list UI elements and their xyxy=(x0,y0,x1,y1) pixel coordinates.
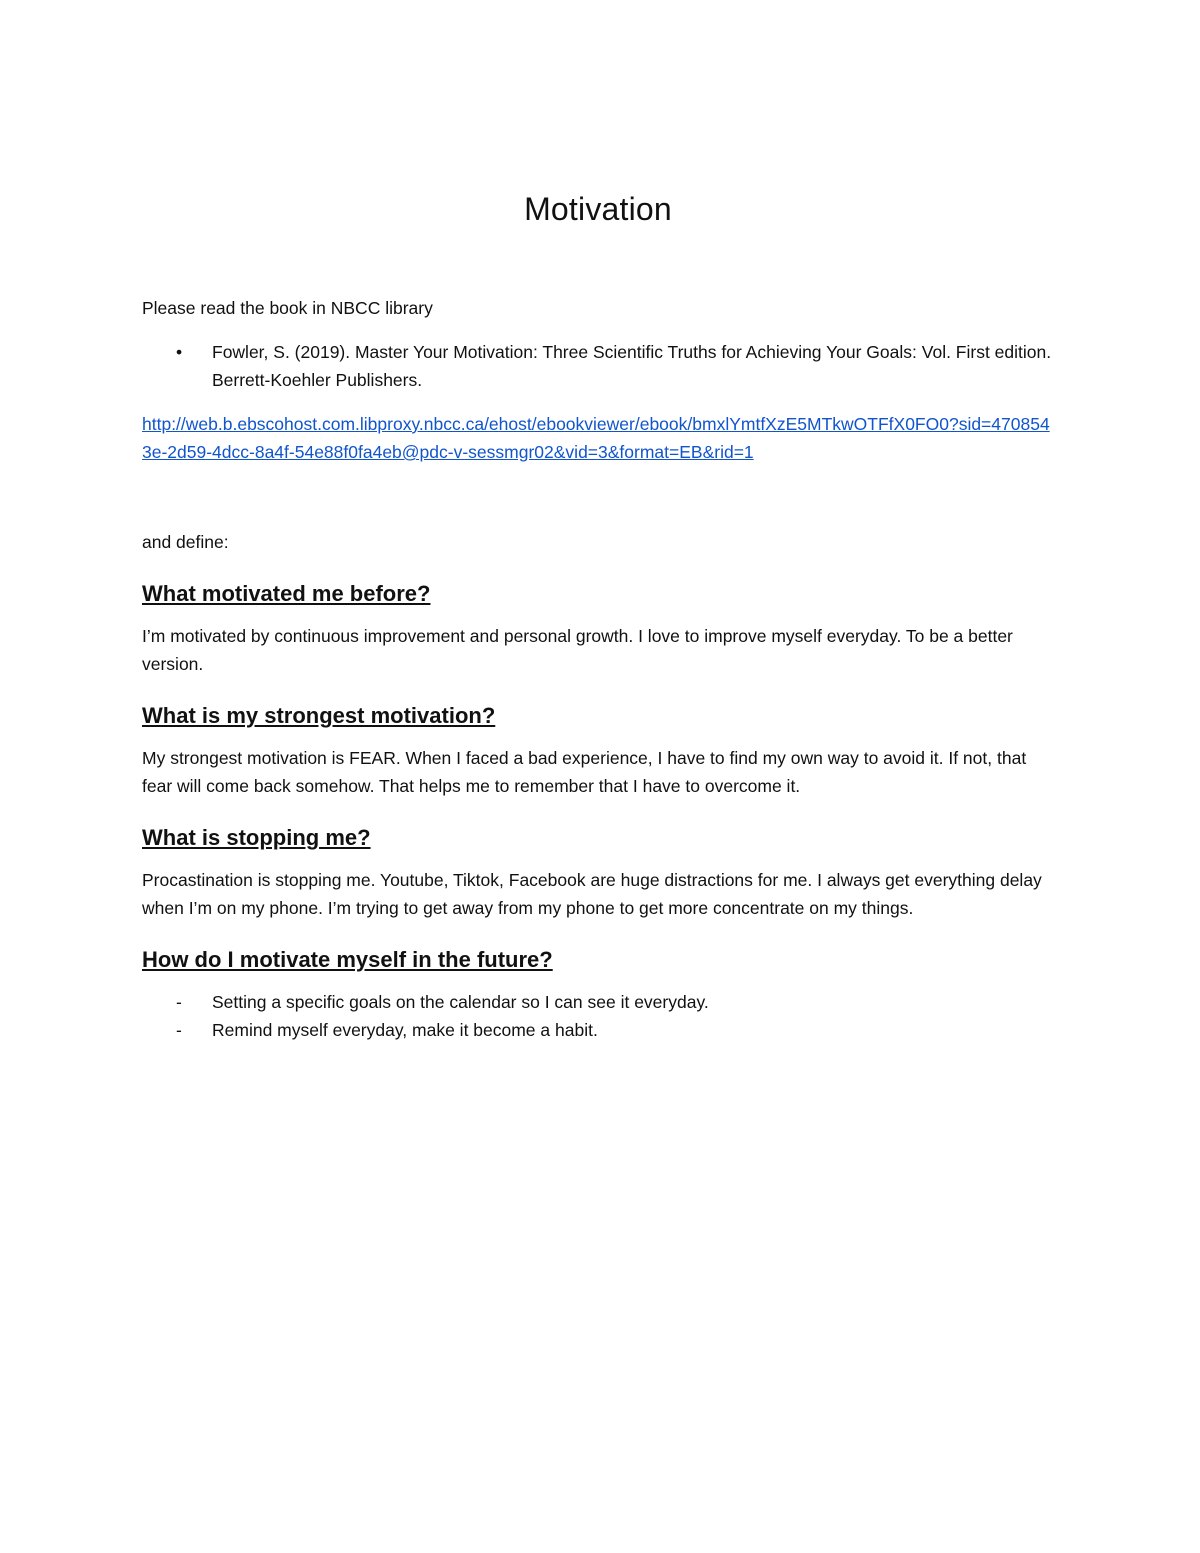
reference-item xyxy=(142,338,1054,394)
list-item xyxy=(142,988,1054,1016)
dash-marker: - xyxy=(176,992,182,1012)
ebook-link[interactable]: http://web.b.ebscohost.com.libproxy.nbcc.ca/ehost/ebookviewer/ebook/bmxlYmtfXzE5MTkwOTFfX0FO0?sid=4708543e-2d59-4dcc-8a4f-54e88f0fa4eb@pdc-v-sessmgr02&vid=3&format=EB&rid=1 xyxy=(142,414,1050,462)
bullet-icon: • xyxy=(176,342,183,362)
future-list xyxy=(142,988,1054,1044)
section-answer-motivated-before: I’m motivated by continuous improvement and personal growth. I love to improve myself everyday. To be a better version. xyxy=(142,626,1013,674)
section-heading-future: How do I motivate myself in the future? xyxy=(142,947,553,972)
section-answer-strongest-motivation: My strongest motivation is FEAR. When I faced a bad experience, I have to find my own way to avoid it. If not, that fear will come back somehow. That helps me to remember that I have to overcome it. xyxy=(142,748,1027,796)
section-heading-stopping-me: What is stopping me? xyxy=(142,825,371,850)
dash-marker: - xyxy=(176,1020,182,1040)
reference-list xyxy=(142,338,1054,394)
list-item-text: Remind myself everyday, make it become a habit. xyxy=(212,1020,598,1040)
section-heading-motivated-before: What motivated me before? xyxy=(142,581,431,606)
list-item xyxy=(142,1016,1054,1044)
section-answer-stopping-me: Procastination is stopping me. Youtube, Tiktok, Facebook are huge distractions for me. I always get everything delay when I’m on my phone. I’m trying to get away from my phone to get more concentrate on my things. xyxy=(142,870,1042,918)
reference-text: Fowler, S. (2019). Master Your Motivation: Three Scientific Truths for Achieving Your Goals: Vol. First edition. Berrett-Koehler Publishers. xyxy=(212,342,1052,390)
and-define-text: and define: xyxy=(142,532,229,552)
section-heading-strongest-motivation: What is my strongest motivation? xyxy=(142,703,496,728)
list-item-text: Setting a specific goals on the calendar so I can see it everyday. xyxy=(212,992,709,1012)
document-body xyxy=(142,186,1054,1044)
document-title: Motivation xyxy=(524,191,672,227)
intro-text: Please read the book in NBCC library xyxy=(142,298,433,318)
